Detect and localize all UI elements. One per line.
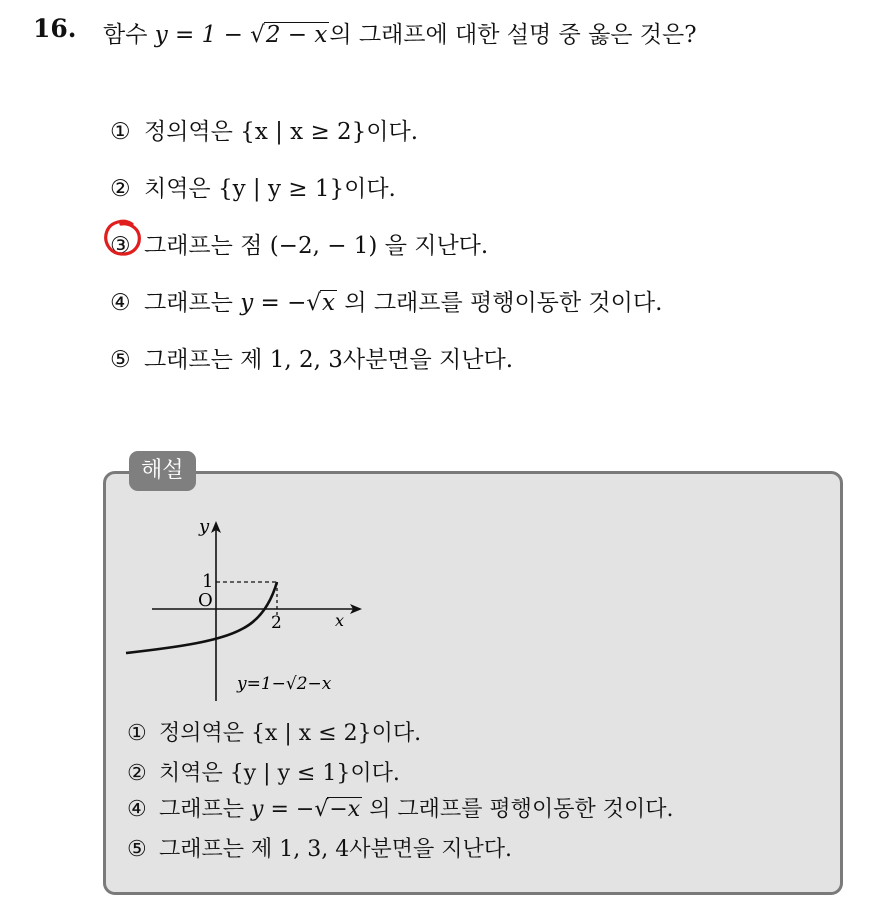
choice-number: ④ bbox=[110, 290, 131, 316]
solution-radicand: −x bbox=[329, 797, 361, 822]
sqrt-icon: √ bbox=[250, 22, 265, 48]
solution-line-2 bbox=[127, 756, 400, 787]
choice-1[interactable] bbox=[110, 113, 418, 146]
stem-suffix: 의 그래프에 대한 설명 중 옳은 것은? bbox=[329, 22, 697, 48]
origin-label: O bbox=[198, 590, 213, 611]
choice-text: 정의역은 {x | x ≥ 2}이다. bbox=[144, 119, 419, 145]
choice-math: y = − bbox=[240, 290, 307, 316]
solution-number: ① bbox=[127, 721, 147, 746]
choice-3[interactable] bbox=[110, 227, 488, 260]
choice-radicand: x bbox=[322, 290, 335, 316]
stem-radicand: 2 − x bbox=[265, 22, 328, 48]
curve-label: y=1−√2−x bbox=[237, 674, 332, 694]
solution-number: ⑤ bbox=[127, 837, 147, 862]
solution-line-1 bbox=[127, 716, 421, 747]
choice-text-after: 의 그래프를 평행이동한 것이다. bbox=[344, 290, 663, 316]
choice-number: ① bbox=[110, 119, 131, 145]
sqrt-icon: √ bbox=[314, 797, 329, 822]
choice-number: ② bbox=[110, 176, 131, 202]
choice-5[interactable] bbox=[110, 341, 513, 374]
choice-text: 치역은 {y | y ≥ 1}이다. bbox=[144, 176, 396, 202]
solution-math: y = − bbox=[251, 797, 315, 822]
sqrt-icon: √ bbox=[306, 290, 322, 316]
solution-text-after: 의 그래프를 평행이동한 것이다. bbox=[369, 797, 674, 822]
solution-text: 정의역은 {x | x ≤ 2}이다. bbox=[159, 721, 422, 746]
stem-formula-lhs: y = 1 − bbox=[154, 22, 243, 48]
solution-line-4 bbox=[127, 832, 512, 863]
choice-number: ③ bbox=[110, 233, 131, 259]
stem-prefix: 함수 bbox=[103, 22, 148, 48]
solution-line-3 bbox=[127, 792, 673, 823]
choice-number: ⑤ bbox=[110, 347, 131, 373]
question-stem bbox=[103, 16, 697, 49]
x-axis-label: x bbox=[335, 611, 345, 630]
choice-text: 그래프는 점 (−2, − 1) 을 지난다. bbox=[144, 233, 489, 259]
x-tick-label: 2 bbox=[271, 613, 282, 633]
question-number: 16. bbox=[33, 14, 77, 43]
solution-text: 그래프는 제 1, 3, 4사분면을 지난다. bbox=[159, 837, 512, 862]
choice-text-before: 그래프는 bbox=[144, 290, 233, 316]
solution-text-before: 그래프는 bbox=[159, 797, 245, 822]
choice-text: 그래프는 제 1, 2, 3사분면을 지난다. bbox=[144, 347, 514, 373]
choice-4[interactable] bbox=[110, 284, 662, 317]
solution-text: 치역은 {y | y ≤ 1}이다. bbox=[159, 761, 400, 786]
choice-2[interactable] bbox=[110, 170, 396, 203]
y-tick-label: 1 bbox=[202, 571, 214, 592]
solution-number: ④ bbox=[127, 797, 147, 822]
solution-tag: 해설 bbox=[129, 451, 196, 491]
solution-number: ② bbox=[127, 761, 147, 786]
y-axis-label: y bbox=[199, 516, 210, 537]
solution-graph bbox=[120, 515, 380, 705]
